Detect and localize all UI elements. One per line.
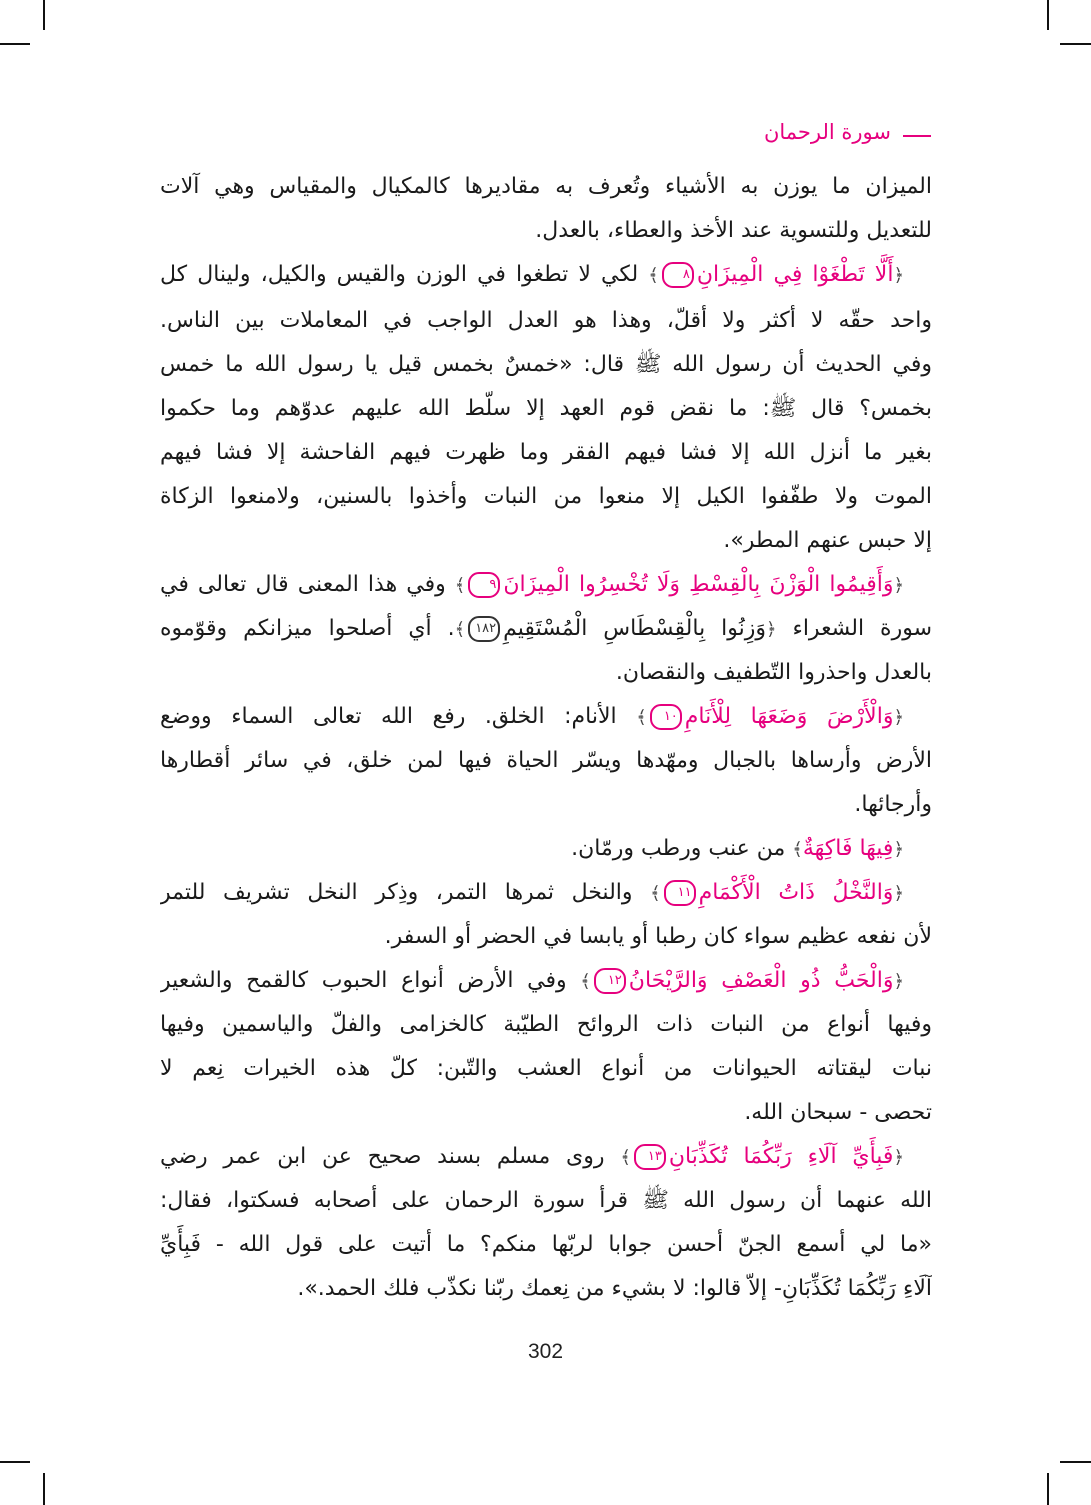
ornate-bracket-close: ﴾: [454, 619, 466, 640]
line-text: سورة الشعراء: [792, 616, 932, 641]
surah-title: سورة الرحمان: [763, 120, 891, 144]
text-line: [160, 1266, 932, 1312]
crop-mark-bottom-left-v: [43, 1473, 45, 1505]
text-line: [160, 1090, 932, 1136]
ornate-bracket-open: ﴿: [893, 707, 905, 728]
quran-verse: وَأَقِيمُوا الْوَزْنَ بِالْقِسْطِ وَلَا تُخْسِرُوا الْمِيزَانَ: [503, 572, 894, 597]
verse-number-marker: ١١: [664, 880, 696, 906]
ornate-bracket-open: ﴿: [893, 575, 904, 596]
line-text: تحصى - سبحان الله.: [744, 1100, 932, 1125]
ornate-bracket-open: ﴿: [893, 839, 904, 860]
verse-line: [160, 958, 932, 1004]
text-line: [160, 298, 932, 344]
quran-verse: وَالنَّخْلُ ذَاتُ الْأَكْمَامِ: [698, 880, 894, 905]
text-line: [160, 518, 932, 564]
running-header: [764, 112, 931, 152]
crop-mark-bottom-right-h: [1060, 1461, 1091, 1463]
text-line: [160, 738, 932, 784]
ornate-bracket-close: ﴾: [580, 971, 591, 992]
ornate-bracket-close: ﴾: [650, 883, 661, 904]
header-dash: [903, 135, 931, 137]
ornate-bracket-open: ﴿: [893, 265, 904, 286]
crop-mark-bottom-left-h: [0, 1461, 30, 1463]
line-text: الأنام: الخلق. رفع الله تعالى السماء ووضع: [160, 704, 617, 729]
text-line: [160, 430, 932, 476]
line-text: الميزان ما يوزن به الأشياء وتُعرف به مقاديرها كالمكيال والمقياس وهي آلات: [160, 174, 932, 199]
line-text: وفيها أنواع من النبات ذات الروائح الطيّبة كالخزامى والفلّ والياسمين وفيها: [160, 1012, 932, 1037]
page-number: 302: [527, 1340, 564, 1363]
text-line: [160, 650, 932, 696]
verse-line: [160, 252, 932, 298]
ornate-bracket-open: ﴿: [893, 883, 904, 904]
verse-line: [160, 870, 932, 916]
verse-number-marker: ١٠: [650, 704, 682, 730]
line-text: آلَاءِ رَبِّكُمَا تُكَذِّبَانِ- إلاّ قالوا: لا بشيء من نِعمك ربّنا نكذّب فلك الحمد.».: [297, 1276, 932, 1301]
verse-line: [160, 1134, 932, 1180]
line-text: إلا حبس عنهم المطر».: [723, 528, 932, 553]
line-text: «ما لي أسمع الجنّ أحسن جوابا لربّها منكم؟ ما أتيت على قول الله - فَبِأَيِّ: [160, 1232, 932, 1257]
line-text: بغير ما أنزل الله إلا فشا فيهم الفقر وما ظهرت فيهم الفاحشة إلا فشا فيهم: [160, 440, 932, 465]
ornate-bracket-open: ﴿: [893, 971, 905, 992]
ornate-bracket-open: ﴿: [765, 619, 777, 640]
text-line: [160, 782, 932, 828]
line-text: لكي لا تطغوا في الوزن والقيس والكيل، ولينال كل: [160, 262, 639, 287]
line-text: وفي الحديث أن رسول الله ﷺ قال: «خمسٌ بخمس قيل يا رسول الله ما خمس: [160, 352, 932, 377]
line-text: من عنب ورطب ورمّان.: [571, 836, 786, 861]
line-text: نبات ليقتاته الحيوانات من أنواع العشب والتّبن: كلّ هذه الخيرات نِعم لا: [160, 1056, 932, 1081]
verse-line: [160, 562, 932, 608]
line-text: الله عنهما أن رسول الله ﷺ قرأ سورة الرحمان على أصحابه فسكتوا، فقال:: [160, 1188, 932, 1213]
ornate-bracket-open: ﴿: [893, 1147, 904, 1168]
quran-verse: وَالْأَرْضَ وَضَعَهَا لِلْأَنَامِ: [684, 704, 894, 729]
crop-mark-top-right-h: [1060, 43, 1091, 45]
quran-verse: فِيهَا فَاكِهَةٌ: [802, 836, 894, 861]
ornate-bracket-close: ﴾: [454, 575, 466, 596]
text-line: [160, 164, 932, 210]
line-text: بخمس؟ قال ﷺ: ما نقض قوم العهد إلا سلّط الله عليهم عدوّهم وما حكموا: [160, 396, 932, 421]
quran-verse: وَزِنُوا بِالْقِسْطَاسِ الْمُسْتَقِيمِ: [503, 616, 766, 641]
crop-mark-top-left-v: [43, 0, 45, 30]
line-text: وفي الأرض أنواع الحبوب كالقمح والشعير: [160, 968, 567, 993]
text-line: [160, 342, 932, 388]
verse-line: [160, 606, 932, 652]
quran-verse: وَالْحَبُّ ذُو الْعَصْفِ وَالرَّيْحَانُ: [628, 968, 894, 993]
verse-number-marker: ١٨٢: [468, 616, 500, 642]
quran-verse: أَلَّا تَطْغَوْا فِي الْمِيزَانِ: [696, 262, 894, 287]
quran-verse: فَبِأَيِّ آلَاءِ رَبِّكُمَا تُكَذِّبَانِ: [668, 1144, 894, 1169]
crop-mark-top-right-v: [1047, 0, 1049, 30]
line-text: الموت ولا طفّفوا الكيل إلا منعوا من النبات وأخذوا بالسنين، ولامنعوا الزكاة: [160, 484, 932, 509]
text-line: [160, 386, 932, 432]
line-text: لأن نفعه عظيم سواء كان رطبا أو يابسا في الحضر أو السفر.: [384, 924, 932, 949]
text-line: [160, 1222, 932, 1268]
line-text: والنخل ثمرها التمر، وذِكر النخل تشريف للتمر: [160, 880, 633, 905]
text-line: [160, 1046, 932, 1092]
verse-line: [160, 826, 932, 872]
line-text: . أي أصلحوا ميزانكم وقوّموه: [160, 616, 455, 641]
text-line: [160, 208, 932, 254]
ornate-bracket-close: ﴾: [648, 265, 659, 286]
line-text: وفي هذا المعنى قال تعالى في: [160, 572, 446, 597]
text-line: [160, 1002, 932, 1048]
verse-line: [160, 694, 932, 740]
line-text: الأرض وأرساها بالجبال ومهّدها ويسّر الحياة فيها لمن خلق، في سائر أقطارها: [160, 748, 932, 773]
line-text: روى مسلم بسند صحيح عن ابن عمر رضي: [160, 1144, 605, 1169]
verse-number-marker: ١٢: [594, 968, 626, 994]
text-line: [160, 1178, 932, 1224]
line-text: واحد حقّه لا أكثر ولا أقلّ، وهذا هو العدل الواجب في المعاملات بين الناس.: [160, 308, 932, 333]
ornate-bracket-close: ﴾: [792, 839, 803, 860]
ornate-bracket-close: ﴾: [636, 707, 647, 728]
line-text: وأرجائها.: [854, 792, 932, 817]
ornate-bracket-close: ﴾: [620, 1147, 631, 1168]
crop-mark-bottom-right-v: [1047, 1473, 1049, 1505]
text-line: [160, 474, 932, 520]
verse-number-marker: ١٣: [634, 1144, 666, 1170]
crop-mark-top-left-h: [0, 43, 30, 45]
line-text: للتعديل وللتسوية عند الأخذ والعطاء، بالعدل.: [535, 218, 932, 243]
verse-number-marker: ٩: [468, 572, 500, 598]
line-text: بالعدل واحذروا التّطفيف والنقصان.: [615, 660, 932, 685]
verse-number-marker: ٨: [662, 262, 694, 288]
text-line: [160, 914, 932, 960]
